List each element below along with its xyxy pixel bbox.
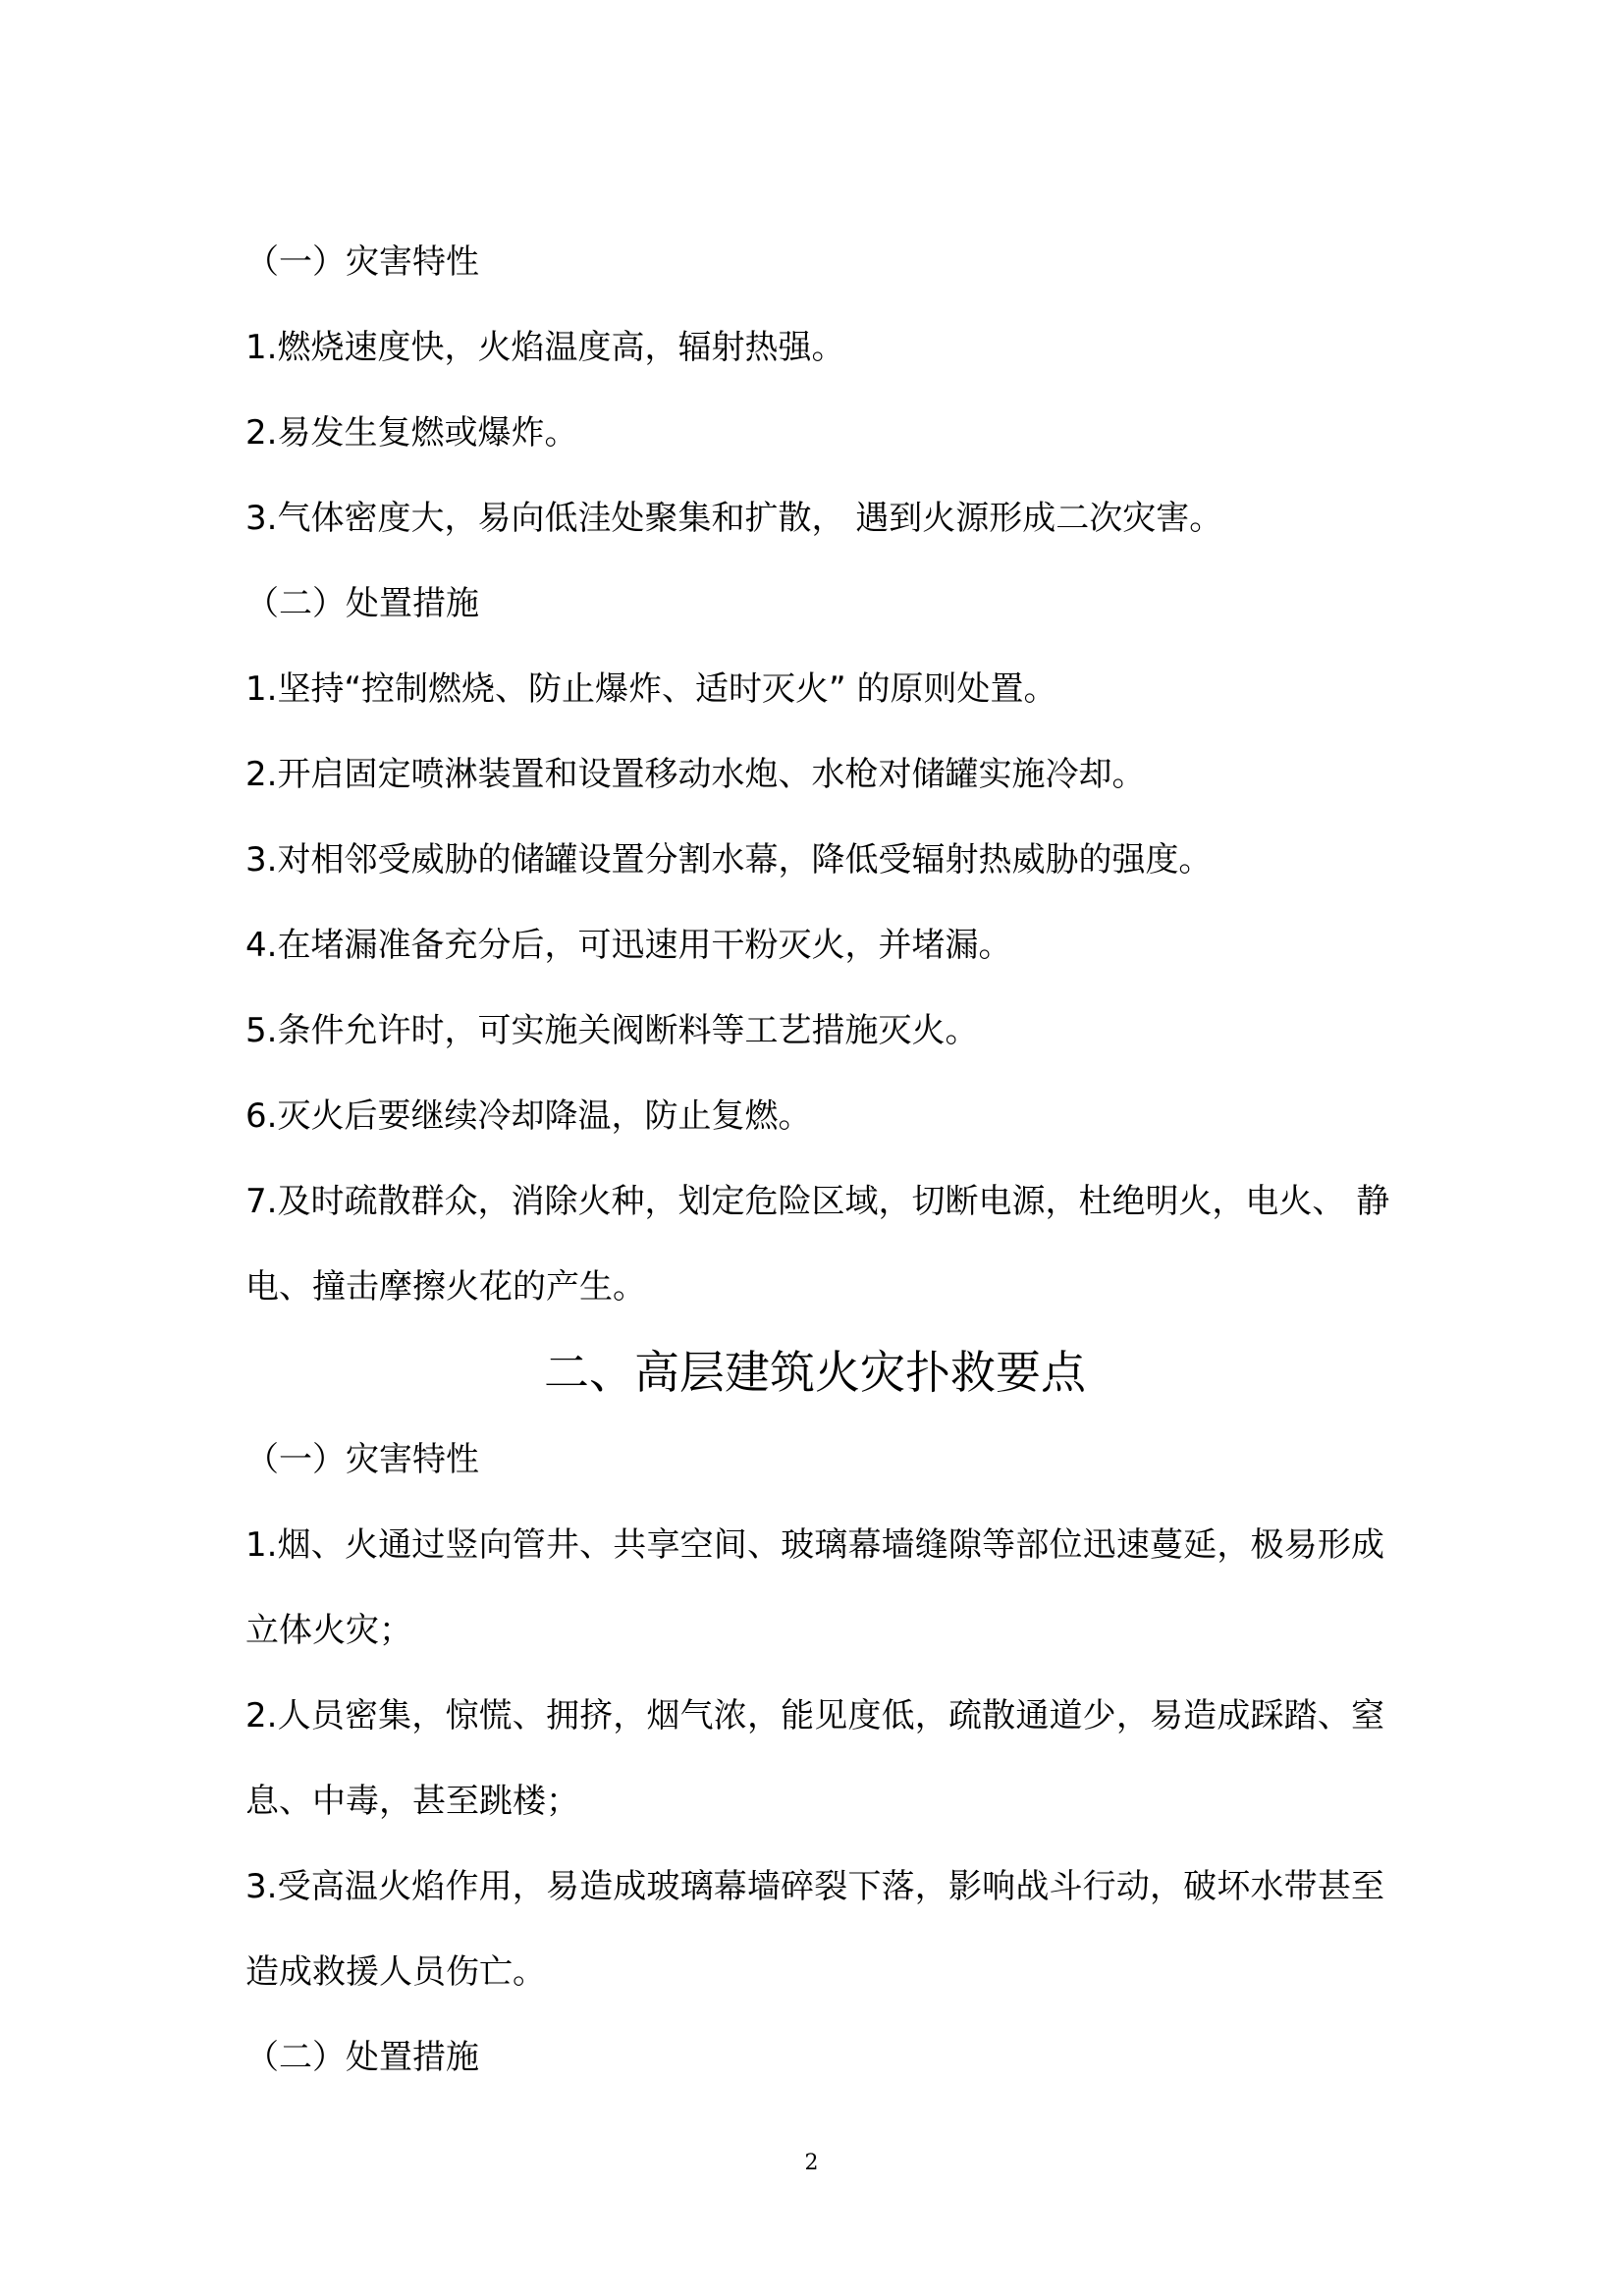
section2-characteristic-2-line-2: 息、中毒，甚至跳楼； bbox=[245, 1782, 579, 1821]
section1-measure-7-line-2: 电、撞击摩擦火花的产生。 bbox=[245, 1267, 646, 1307]
section1-measure-7-line-1: 7.及时疏散群众，消除火种，划定危险区域，切断电源，杜绝明火，电火、 静 bbox=[245, 1182, 1390, 1221]
section2-characteristic-3-line-1: 3.受高温火焰作用，易造成玻璃幕墙碎裂下落，影响战斗行动，破坏水带甚至 bbox=[245, 1867, 1384, 1906]
section2-measures-title: （二）处置措施 bbox=[245, 2038, 479, 2077]
section1-measure-3: 3.对相邻受威胁的储罐设置分割水幕，降低受辐射热威胁的强度。 bbox=[245, 840, 1213, 880]
section1-measure-4: 4.在堵漏准备充分后，可迅速用干粉灭火，并堵漏。 bbox=[245, 926, 1012, 965]
section1-characteristics-title: （一）灾害特性 bbox=[245, 242, 479, 282]
section1-measure-5: 5.条件允许时，可实施关阀断料等工艺措施灭火。 bbox=[245, 1011, 979, 1050]
section2-characteristic-2-line-1: 2.人员密集，惊慌、拥挤，烟气浓，能见度低，疏散通道少，易造成踩踏、窒 bbox=[245, 1696, 1384, 1735]
section1-measure-2: 2.开启固定喷淋装置和设置移动水炮、水枪对储罐实施冷却。 bbox=[245, 755, 1146, 794]
section1-measures-title: （二）处置措施 bbox=[245, 584, 479, 623]
section1-characteristic-2: 2.易发生复燃或爆炸。 bbox=[245, 413, 578, 453]
section1-measure-6: 6.灭火后要继续冷却降温，防止复燃。 bbox=[245, 1096, 812, 1136]
section2-characteristic-3-line-2: 造成救援人员伤亡。 bbox=[245, 1952, 546, 1992]
section2-characteristic-1-line-2: 立体火灾； bbox=[245, 1611, 412, 1650]
section1-characteristic-3: 3.气体密度大，易向低洼处聚集和扩散， 遇到火源形成二次灾害。 bbox=[245, 499, 1223, 538]
section1-characteristic-1: 1.燃烧速度快，火焰温度高，辐射热强。 bbox=[245, 328, 845, 367]
section2-characteristics-title: （一）灾害特性 bbox=[245, 1440, 479, 1479]
section2-heading: 二、高层建筑火灾扑救要点 bbox=[544, 1346, 1086, 1399]
section2-characteristic-1-line-1: 1.烟、火通过竖向管井、共享空间、玻璃幕墙缝隙等部位迅速蔓延，极易形成 bbox=[245, 1525, 1384, 1565]
page-number: 2 bbox=[804, 2151, 819, 2175]
section1-measure-1: 1.坚持“控制燃烧、防止爆炸、适时灭火” 的原则处置。 bbox=[245, 669, 1057, 709]
